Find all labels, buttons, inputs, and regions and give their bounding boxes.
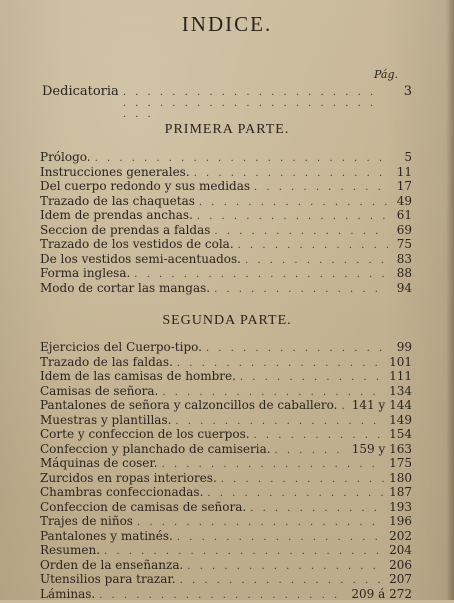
dot-leader [177, 531, 385, 546]
toc-entry [40, 165, 412, 180]
toc-entry [40, 179, 412, 194]
dot-leader [197, 210, 388, 225]
toc-entry-page: 69 [392, 223, 412, 238]
toc-entry-label: Muestras y plantillas. [40, 413, 171, 428]
toc-entry-page: 154 [389, 427, 412, 442]
toc-entry [40, 572, 412, 587]
toc-entry-page: 3 [392, 84, 412, 99]
toc-entry [40, 281, 412, 296]
toc-entry-label: Utensilios para trazar. [40, 572, 176, 587]
toc-entry-label: Del cuerpo redondo y sus medidas [40, 179, 250, 194]
toc-entry-label: Camisas de señora. [40, 384, 158, 399]
toc-entry-label: Dedicatoria [42, 84, 119, 99]
toc-entry-page: 61 [392, 208, 412, 223]
toc-entry [40, 587, 412, 602]
toc-entry-page: 206 [389, 558, 412, 573]
toc-entry [40, 252, 412, 267]
toc-entry [40, 398, 412, 413]
toc-entry-label: Láminas. [40, 587, 95, 602]
toc-entry-page: 193 [389, 500, 412, 515]
toc-entry-page: 75 [392, 237, 412, 252]
toc-entry-page: 83 [392, 252, 412, 267]
toc-entry-label: Trajes de niños [40, 514, 133, 529]
toc-entry [40, 266, 412, 281]
dot-leader [238, 239, 388, 254]
toc-entry [40, 442, 412, 457]
toc-entry-label: Prólogo. [40, 150, 91, 165]
toc-entry [40, 427, 412, 442]
toc-entry-label: Resumen. [40, 543, 100, 558]
toc-entry-page: 111 [389, 369, 412, 384]
dot-leader [214, 225, 388, 240]
dot-leader [245, 254, 388, 269]
toc-entry [40, 384, 412, 399]
dot-leader [206, 342, 388, 357]
toc-entry-page: 159 y 163 [352, 442, 412, 457]
toc-entry [40, 340, 412, 355]
toc-entry-label: Chambras confeccionadas. [40, 485, 203, 500]
toc-entry [40, 514, 412, 529]
dot-leader [254, 181, 388, 196]
toc-entry-label: De los vestidos semi-acentuados. [40, 252, 241, 267]
toc-entry-label: Ejercicios del Cuerpo-tipo. [40, 340, 202, 355]
toc-entry-page: 134 [389, 384, 412, 399]
toc-entry-page: 149 [389, 413, 412, 428]
dot-leader [123, 87, 388, 120]
toc-entry-label: Trazado de las chaquetas [40, 194, 195, 209]
toc-entry-dedicatoria [42, 84, 412, 120]
part2-list [40, 340, 412, 601]
toc-entry-label: Zurcidos en ropas interiores. [40, 471, 217, 486]
toc-entry [40, 485, 412, 500]
toc-entry-page: 101 [389, 355, 412, 370]
toc-entry-label: Pantalones de señora y calzoncillos de caballero. [40, 398, 337, 413]
pages-column-label: Pág. [374, 68, 398, 81]
toc-entry-label: Máquinas de coser. [40, 456, 158, 471]
dot-leader [275, 444, 348, 459]
toc-entry-page: 11 [392, 165, 412, 180]
toc-entry [40, 529, 412, 544]
toc-entry-page: 187 [389, 485, 412, 500]
toc-entry-page: 175 [389, 456, 412, 471]
toc-entry-label: Modo de cortar las mangas. [40, 281, 210, 296]
toc-entry [40, 369, 412, 384]
toc-entry-page: 196 [389, 514, 412, 529]
toc-entry-page: 17 [392, 179, 412, 194]
toc-entry-label: Confeccion de camisas de señora. [40, 500, 246, 515]
toc-entry-label: Confeccion y planchado de camiseria. [40, 442, 271, 457]
toc-entry-label: Idem de prendas anchas. [40, 208, 193, 223]
toc-entry [40, 456, 412, 471]
toc-entry [40, 237, 412, 252]
toc-entry [40, 150, 412, 165]
toc-entry [40, 223, 412, 238]
part1-list [40, 150, 412, 295]
index-title: INDICE. [0, 12, 454, 37]
dot-leader [240, 371, 385, 386]
toc-entry-page: 99 [392, 340, 412, 355]
dot-leader [99, 589, 347, 603]
toc-entry [40, 471, 412, 486]
page-edge-shadow [446, 0, 454, 600]
toc-entry [40, 500, 412, 515]
dot-leader [221, 473, 385, 488]
toc-entry-page: 141 y 144 [352, 398, 412, 413]
toc-entry-label: Orden de la enseñanza. [40, 558, 183, 573]
toc-entry-label: Instrucciones generales. [40, 165, 190, 180]
part1-title: PRIMERA PARTE. [0, 122, 454, 138]
toc-entry-page: 180 [389, 471, 412, 486]
toc-entry-label: Corte y confeccion de los cuerpos. [40, 427, 250, 442]
toc-entry [40, 355, 412, 370]
dot-leader [199, 196, 388, 211]
toc-entry-label: Pantalones y matinés. [40, 529, 173, 544]
toc-entry-page: 49 [392, 194, 412, 209]
toc-entry-page: 209 á 272 [351, 587, 412, 602]
dot-leader [341, 400, 347, 415]
dot-leader [187, 560, 385, 575]
toc-entry-page: 204 [389, 543, 412, 558]
dot-leader [137, 516, 385, 531]
part2-title: SEGUNDA PARTE. [0, 313, 454, 329]
toc-entry [40, 413, 412, 428]
dot-leader [250, 502, 385, 517]
toc-entry-page: 88 [392, 266, 412, 281]
toc-entry [40, 558, 412, 573]
toc-entry-label: Idem de las camisas de hombre. [40, 369, 236, 384]
toc-entry-label: Forma inglesa. [40, 266, 130, 281]
toc-entry-page: 207 [389, 572, 412, 587]
toc-entry [40, 208, 412, 223]
toc-entry-page: 5 [392, 150, 412, 165]
toc-entry [40, 543, 412, 558]
toc-entry-label: Trazado de las faldas. [40, 355, 173, 370]
dot-leader [214, 283, 388, 298]
toc-entry-page: 94 [392, 281, 412, 296]
toc-entry-label: Seccion de prendas a faldas [40, 223, 210, 238]
toc-entry-page: 202 [389, 529, 412, 544]
toc-entry [40, 194, 412, 209]
toc-entry-label: Trazado de los vestidos de cola. [40, 237, 234, 252]
